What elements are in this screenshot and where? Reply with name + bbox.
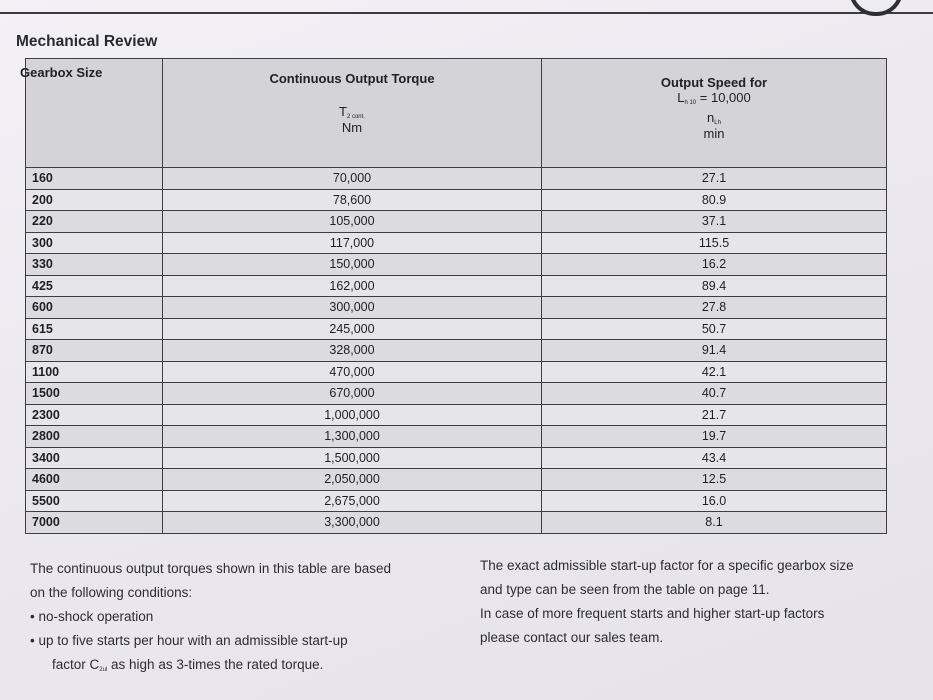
gearbox-table [20, 58, 887, 534]
header-speed [542, 59, 887, 168]
notes-right-line: and type can be seen from the table on page 11. [480, 582, 770, 597]
cell-speed: 37.1 [542, 211, 887, 233]
cell-speed: 8.1 [542, 512, 887, 534]
speed-symbol-sub: Lh [714, 120, 721, 126]
cell-gearbox-size: 600 [26, 297, 163, 319]
cell-torque: 150,000 [163, 254, 542, 276]
table-row [26, 512, 887, 534]
torque-unit: Nm [341, 120, 363, 135]
cell-gearbox-size: 7000 [26, 512, 163, 534]
cell-gearbox-size: 615 [26, 318, 163, 340]
cell-torque: 300,000 [163, 297, 542, 319]
factor-sub: 2ul [99, 667, 108, 673]
cell-gearbox-size: 2800 [26, 426, 163, 448]
bullet-item: • up to five starts per hour with an admissible start-up [30, 633, 348, 648]
cell-speed: 40.7 [542, 383, 887, 405]
header-speed-label: Output Speed for [660, 75, 768, 90]
table-body [26, 168, 887, 534]
speed-symbol-letter: n [707, 110, 715, 125]
speed-symbol [707, 110, 721, 126]
cell-torque: 105,000 [163, 211, 542, 233]
table-row [26, 490, 887, 512]
cell-speed: 21.7 [542, 404, 887, 426]
cell-gearbox-size: 300 [26, 232, 163, 254]
cell-speed: 12.5 [542, 469, 887, 491]
table-row [26, 404, 887, 426]
table-row [26, 318, 887, 340]
speed-condition [677, 90, 751, 105]
table-row [26, 189, 887, 211]
header-size-label: Gearbox Size [20, 65, 103, 80]
cell-gearbox-size: 330 [26, 254, 163, 276]
table-row [26, 297, 887, 319]
cell-torque: 70,000 [163, 168, 542, 190]
top-rule [0, 12, 933, 14]
table-row [26, 254, 887, 276]
table-row [26, 211, 887, 233]
cell-speed: 42.1 [542, 361, 887, 383]
factor-label: factor C [52, 657, 100, 672]
cell-speed: 43.4 [542, 447, 887, 469]
bullet-item: • no-shock operation [30, 609, 154, 624]
section-title: Mechanical Review [16, 33, 158, 50]
cell-torque: 2,675,000 [163, 490, 542, 512]
cell-torque: 328,000 [163, 340, 542, 362]
cell-torque: 162,000 [163, 275, 542, 297]
notes-left-line: The continuous output torques shown in this table are based [30, 561, 391, 576]
cell-gearbox-size: 3400 [26, 447, 163, 469]
cell-torque: 470,000 [163, 361, 542, 383]
header-gearbox-size [20, 59, 163, 168]
cell-gearbox-size: 2300 [26, 404, 163, 426]
cell-gearbox-size: 160 [26, 168, 163, 190]
cell-speed: 16.2 [542, 254, 887, 276]
table-row [26, 232, 887, 254]
cell-torque: 245,000 [163, 318, 542, 340]
speed-condition-value: = 10,000 [699, 90, 751, 105]
table-row [26, 275, 887, 297]
notes-right-line: The exact admissible start-up factor for a specific gearbox size [480, 558, 854, 573]
cell-torque: 117,000 [163, 232, 542, 254]
cell-speed: 27.8 [542, 297, 887, 319]
header-torque-label: Continuous Output Torque [269, 71, 435, 86]
cell-torque: 2,050,000 [163, 469, 542, 491]
cell-gearbox-size: 4600 [26, 469, 163, 491]
table-row [26, 361, 887, 383]
cell-torque: 3,300,000 [163, 512, 542, 534]
cell-torque: 78,600 [163, 189, 542, 211]
torque-symbol-letter: T [339, 104, 347, 119]
bullet-text: up to five starts per hour with an admissible start-up [38, 633, 348, 648]
table-row [26, 426, 887, 448]
torque-symbol [163, 104, 541, 120]
cell-gearbox-size: 425 [26, 275, 163, 297]
cell-gearbox-size: 200 [26, 189, 163, 211]
cell-gearbox-size: 5500 [26, 490, 163, 512]
torque-symbol-sub: 2 cont. [346, 114, 365, 120]
cell-speed: 80.9 [542, 189, 887, 211]
cell-gearbox-size: 1100 [26, 361, 163, 383]
table-row [26, 340, 887, 362]
cell-speed: 89.4 [542, 275, 887, 297]
cell-speed: 91.4 [542, 340, 887, 362]
table-row [26, 469, 887, 491]
cell-speed: 19.7 [542, 426, 887, 448]
notes-right [480, 554, 900, 650]
notes-right-line: please contact our sales team. [480, 630, 664, 645]
cell-torque: 670,000 [163, 383, 542, 405]
speed-condition-sub: h 10 [684, 100, 697, 106]
table-row [26, 168, 887, 190]
cell-speed: 27.1 [542, 168, 887, 190]
cell-gearbox-size: 870 [26, 340, 163, 362]
table-header-row [26, 59, 887, 168]
table-row [26, 447, 887, 469]
bullet-continuation [30, 653, 460, 682]
notes-left-line: on the following conditions: [30, 585, 193, 600]
speed-unit: min [703, 126, 725, 141]
cell-torque: 1,000,000 [163, 404, 542, 426]
factor-text: as high as 3-times the rated torque. [107, 657, 324, 672]
cell-torque: 1,300,000 [163, 426, 542, 448]
cell-gearbox-size: 220 [26, 211, 163, 233]
cell-speed: 50.7 [542, 318, 887, 340]
cell-speed: 115.5 [542, 232, 887, 254]
header-torque [163, 59, 542, 168]
table-row [26, 383, 887, 405]
notes-right-line: In case of more frequent starts and higher start-up factors [480, 606, 825, 621]
cell-speed: 16.0 [542, 490, 887, 512]
cell-gearbox-size: 1500 [26, 383, 163, 405]
bullet-text: no-shock operation [38, 609, 154, 624]
speed-condition-letter: L [677, 90, 685, 105]
notes-left [30, 557, 460, 682]
cell-torque: 1,500,000 [163, 447, 542, 469]
